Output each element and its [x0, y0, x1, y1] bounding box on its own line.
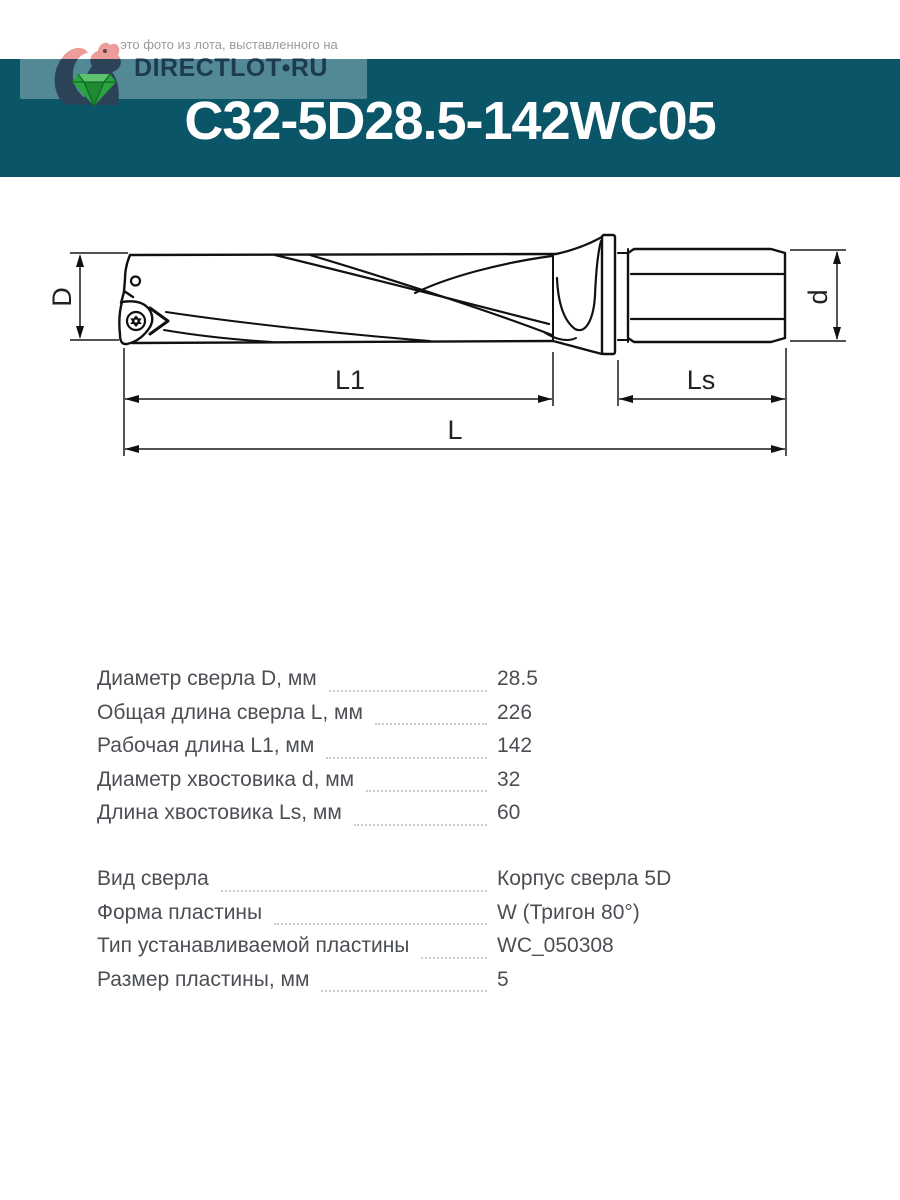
spec-value: 142	[497, 734, 533, 758]
spec-row	[97, 734, 697, 768]
dotted-leader	[421, 957, 487, 959]
dim-label-d: d	[803, 289, 834, 305]
spec-label: Общая длина сверла L, мм	[97, 700, 363, 724]
dotted-leader	[354, 824, 487, 826]
dotted-leader	[326, 757, 487, 759]
spec-table	[97, 667, 697, 1001]
spec-value: WC_050308	[497, 934, 614, 958]
spec-label: Форма пластины	[97, 900, 263, 924]
dotted-leader	[366, 790, 487, 792]
dotted-leader	[321, 990, 487, 992]
spec-label: Вид сверла	[97, 866, 209, 890]
spec-label: Рабочая длина L1, мм	[97, 734, 315, 758]
spec-row	[97, 968, 697, 1002]
spec-row	[97, 934, 697, 968]
spec-row	[97, 801, 697, 835]
dim-label-D: D	[47, 287, 78, 307]
spec-value: 226	[497, 700, 533, 724]
spec-row	[97, 901, 697, 935]
spec-row	[97, 701, 697, 735]
dim-label-L1: L1	[334, 365, 366, 395]
dotted-leader	[329, 690, 487, 692]
watermark-brand-text: DIRECTLOT•RU	[134, 54, 328, 82]
spec-row	[97, 768, 697, 802]
spec-row	[97, 867, 697, 901]
spec-value: 5	[497, 967, 509, 991]
spec-value: W (Тригон 80°)	[497, 900, 640, 924]
spec-value: 32	[497, 767, 521, 791]
spec-row	[97, 667, 697, 701]
spec-label: Диаметр сверла D, мм	[97, 667, 317, 690]
dotted-leader	[375, 723, 487, 725]
spec-label: Размер пластины, мм	[97, 967, 310, 991]
insert-screw-icon	[130, 315, 142, 327]
page-title: C32-5D28.5-142WC05	[184, 91, 716, 151]
spec-group-dimensions	[97, 667, 697, 835]
spec-label: Диаметр хвостовика d, мм	[97, 767, 355, 791]
dotted-leader	[221, 890, 487, 892]
watermark-caption: это фото из лота, выставленного на	[120, 37, 338, 52]
drill-outline	[119, 235, 785, 354]
spec-group-insert	[97, 867, 697, 1001]
dim-label-L: L	[447, 415, 463, 445]
spec-label: Тип устанавливаемой пластины	[97, 934, 410, 958]
spec-value: Корпус сверла 5D	[497, 866, 672, 890]
dim-label-Ls: Ls	[686, 365, 716, 395]
drill-technical-drawing	[0, 0, 900, 520]
spec-value: 28.5	[497, 667, 538, 690]
spec-value: 60	[497, 801, 521, 825]
spec-label: Длина хвостовика Ls, мм	[97, 801, 342, 825]
dotted-leader	[274, 923, 487, 925]
